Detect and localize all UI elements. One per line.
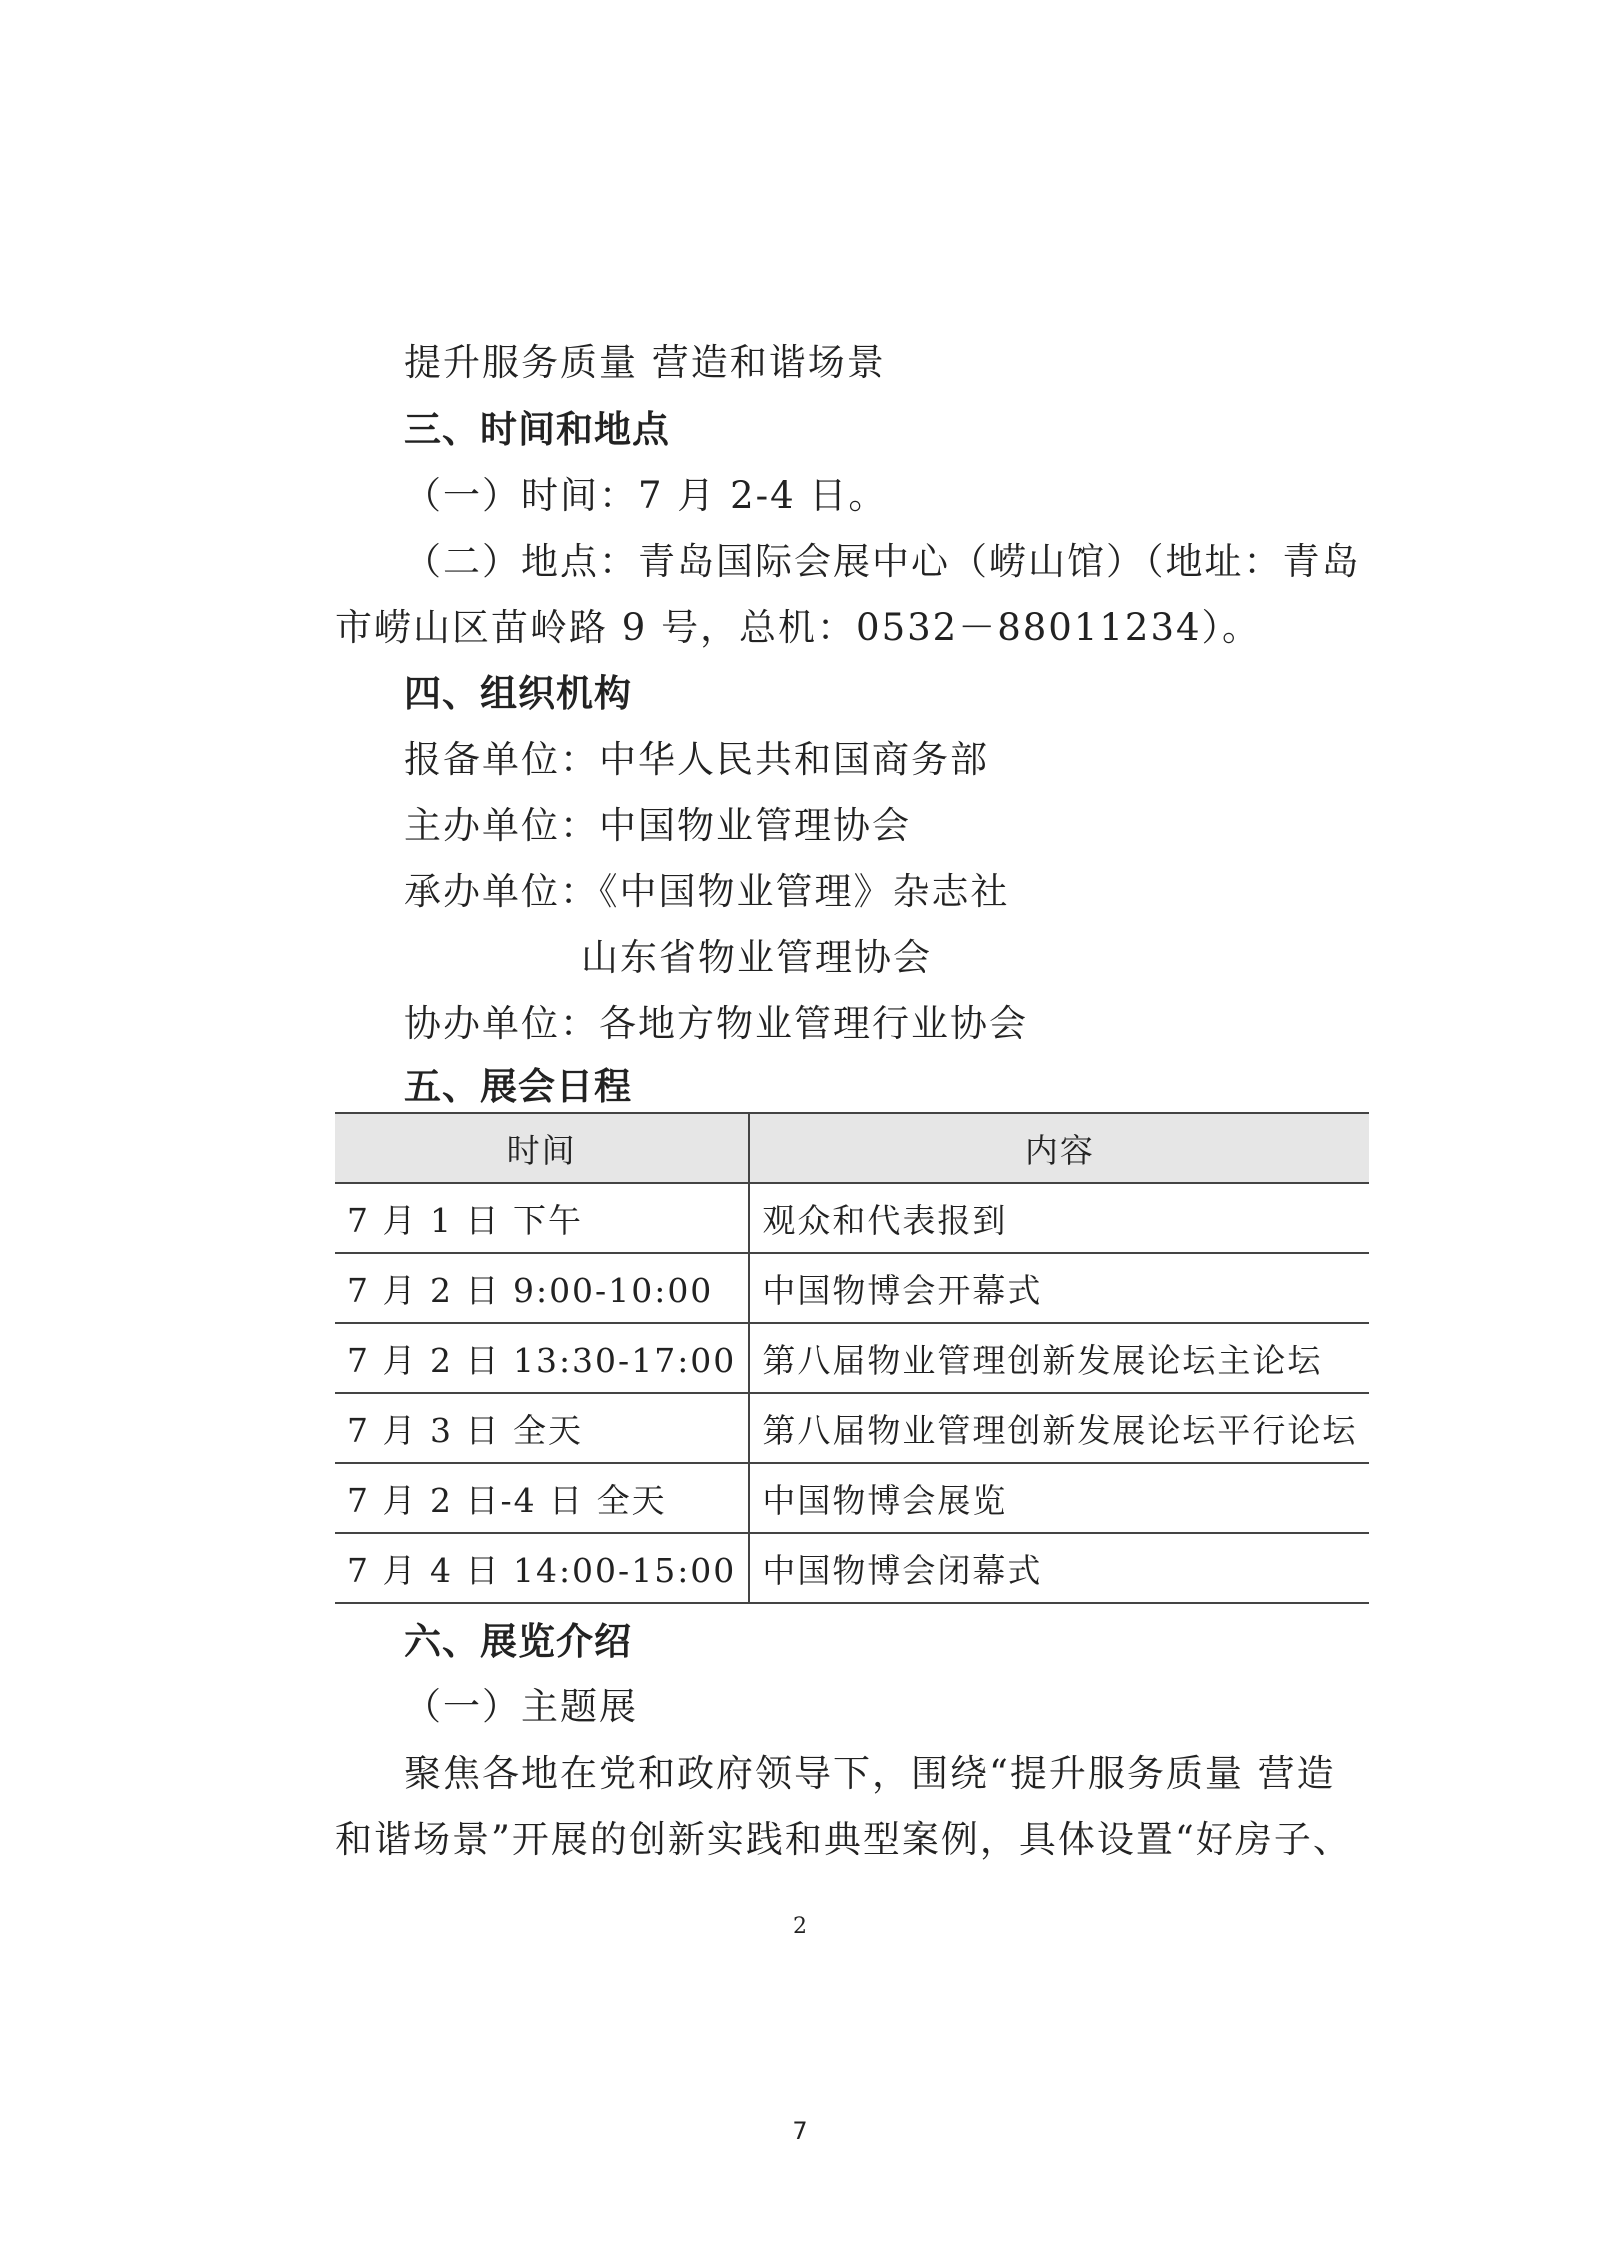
schedule-header-row [335, 1113, 1369, 1183]
schedule-row [335, 1183, 1369, 1253]
inner-page-number: 2 [793, 1914, 807, 1939]
schedule-time-cell: 7 月 2 日 13:30-17:00 [335, 1323, 749, 1393]
schedule-content-cell: 中国物博会闭幕式 [749, 1533, 1369, 1603]
schedule-row [335, 1253, 1369, 1323]
exhibit1-paragraph-line-1: 聚焦各地在党和政府领导下，围绕“提升服务质量 营造 [404, 1752, 1336, 1795]
org-filing-unit: 报备单位：中华人民共和国商务部 [404, 738, 989, 781]
schedule-time-cell: 7 月 1 日 下午 [335, 1183, 749, 1253]
schedule-row [335, 1323, 1369, 1393]
schedule-content-cell: 中国物博会开幕式 [749, 1253, 1369, 1323]
section3-heading: 三、时间和地点 [404, 408, 670, 451]
schedule-row [335, 1463, 1369, 1533]
schedule-content-cell: 观众和代表报到 [749, 1183, 1369, 1253]
outer-page-number: 7 [792, 2117, 808, 2145]
schedule-header-content: 内容 [749, 1113, 1369, 1183]
time-line: （一）时间：7 月 2-4 日。 [404, 474, 888, 517]
schedule-row [335, 1393, 1369, 1463]
section4-heading: 四、组织机构 [404, 672, 632, 715]
schedule-content-cell: 第八届物业管理创新发展论坛主论坛 [749, 1323, 1369, 1393]
venue-line-1: （二）地点：青岛国际会展中心（崂山馆）（地址：青岛 [404, 540, 1361, 583]
schedule-header-time: 时间 [335, 1113, 749, 1183]
venue-line-2: 市崂山区苗岭路 9 号，总机：0532－88011234）。 [335, 606, 1262, 649]
schedule-time-cell: 7 月 4 日 14:00-15:00 [335, 1533, 749, 1603]
exhibit1-heading: （一）主题展 [404, 1685, 638, 1728]
schedule-table [335, 1112, 1369, 1604]
org-organizer-unit-2: 山东省物业管理协会 [581, 936, 932, 979]
exhibit1-paragraph-line-2: 和谐场景”开展的创新实践和典型案例，具体设置“好房子、 [335, 1818, 1352, 1861]
section6-heading: 六、展览介绍 [404, 1620, 632, 1663]
org-organizer-unit: 承办单位：《中国物业管理》杂志社 [404, 870, 1010, 913]
schedule-content-cell: 第八届物业管理创新发展论坛平行论坛 [749, 1393, 1369, 1463]
schedule-time-cell: 7 月 2 日-4 日 全天 [335, 1463, 749, 1533]
org-host-unit: 主办单位：中国物业管理协会 [404, 804, 911, 847]
org-co-unit: 协办单位：各地方物业管理行业协会 [404, 1002, 1028, 1045]
schedule-row [335, 1533, 1369, 1603]
theme-line: 提升服务质量 营造和谐场景 [404, 341, 886, 384]
schedule-time-cell: 7 月 3 日 全天 [335, 1393, 749, 1463]
schedule-content-cell: 中国物博会展览 [749, 1463, 1369, 1533]
schedule-time-cell: 7 月 2 日 9:00-10:00 [335, 1253, 749, 1323]
section5-heading: 五、展会日程 [404, 1065, 632, 1108]
